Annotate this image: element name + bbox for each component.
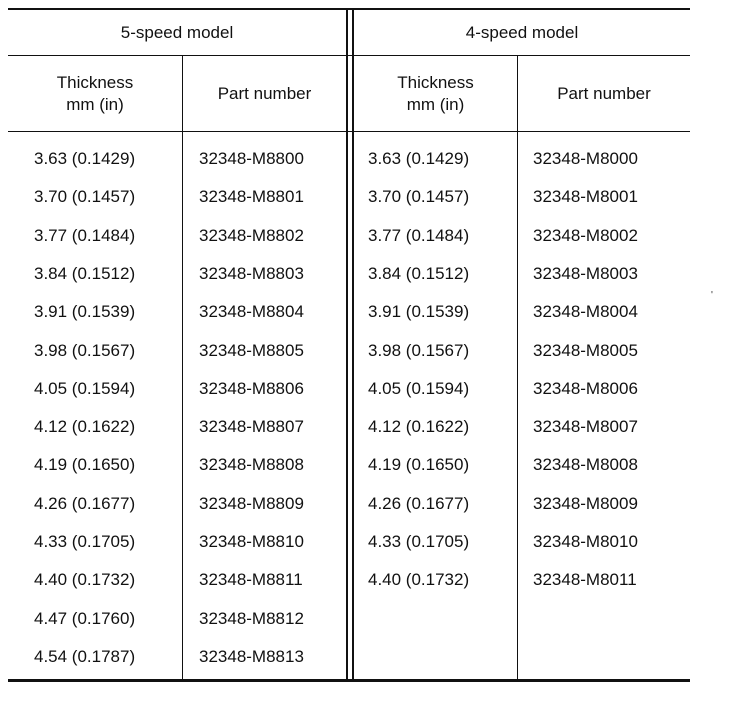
bottom-rule bbox=[8, 679, 690, 682]
thickness-4speed: 3.84 (0.1512) bbox=[368, 263, 470, 283]
thickness-4speed: 3.91 (0.1539) bbox=[368, 302, 470, 322]
thickness-4speed: 4.12 (0.1622) bbox=[368, 417, 470, 437]
header-part-number-5: Part number bbox=[217, 83, 312, 103]
part-number-4speed: 32348-M8004 bbox=[533, 302, 638, 322]
thickness-5speed: 4.40 (0.1732) bbox=[34, 570, 136, 590]
thickness-4speed: 4.05 (0.1594) bbox=[368, 378, 470, 398]
thickness-5speed: 3.70 (0.1457) bbox=[34, 187, 136, 207]
table-row bbox=[8, 255, 690, 293]
thickness-5speed: 3.63 (0.1429) bbox=[34, 149, 136, 168]
part-number-5speed: 32348-M8807 bbox=[199, 417, 304, 437]
part-number-5speed: 32348-M8804 bbox=[199, 302, 304, 322]
part-number-4speed: 32348-M8006 bbox=[533, 378, 638, 398]
thickness-5speed: 3.84 (0.1512) bbox=[34, 263, 136, 283]
part-number-5speed: 32348-M8810 bbox=[199, 532, 304, 551]
thickness-label: Thickness bbox=[56, 72, 134, 92]
table-row bbox=[8, 485, 690, 523]
thickness-unit: mm (in) bbox=[406, 94, 465, 114]
thickness-5speed: 4.54 (0.1787) bbox=[34, 646, 136, 666]
part-number-5speed: 32348-M8811 bbox=[199, 570, 303, 590]
header-thickness-4 bbox=[354, 56, 517, 131]
header-part-number-4: Part number bbox=[557, 83, 651, 103]
table-row bbox=[8, 293, 690, 331]
stray-mark: ' bbox=[711, 290, 713, 301]
thickness-5speed: 4.26 (0.1677) bbox=[34, 493, 136, 513]
thickness-4speed: 4.19 (0.1650) bbox=[368, 455, 470, 475]
part-number-5speed: 32348-M8801 bbox=[199, 187, 304, 207]
thickness-unit: mm (in) bbox=[66, 94, 124, 114]
table-row bbox=[8, 600, 690, 638]
part-number-4speed: 32348-M8010 bbox=[533, 532, 638, 551]
part-number-5speed: 32348-M8800 bbox=[199, 149, 304, 168]
thickness-label: Thickness bbox=[397, 72, 474, 92]
thickness-5speed: 4.05 (0.1594) bbox=[34, 378, 136, 398]
part-number-4speed: 32348-M8011 bbox=[533, 570, 637, 590]
subheader-divider bbox=[8, 131, 690, 132]
thickness-5speed: 4.47 (0.1760) bbox=[34, 608, 136, 628]
thickness-5speed: 4.12 (0.1622) bbox=[34, 417, 136, 437]
table-row bbox=[8, 332, 690, 370]
header-5-speed-model: 5-speed model bbox=[120, 22, 234, 42]
header-4-speed-model: 4-speed model bbox=[465, 22, 579, 42]
thickness-4speed: 3.77 (0.1484) bbox=[368, 225, 470, 245]
part-number-5speed: 32348-M8803 bbox=[199, 263, 304, 283]
part-number-5speed: 32348-M8813 bbox=[199, 646, 304, 666]
part-number-4speed: 32348-M8003 bbox=[533, 263, 638, 283]
part-number-5speed: 32348-M8806 bbox=[199, 378, 304, 398]
part-number-5speed: 32348-M8809 bbox=[199, 493, 304, 513]
part-number-4speed: 32348-M8005 bbox=[533, 340, 638, 360]
thickness-5speed: 3.77 (0.1484) bbox=[34, 225, 136, 245]
table-row bbox=[8, 523, 690, 561]
table-row bbox=[8, 140, 690, 178]
table-row bbox=[8, 178, 690, 216]
shim-table bbox=[8, 8, 690, 682]
table-row bbox=[8, 408, 690, 446]
table-row bbox=[8, 217, 690, 255]
table-row bbox=[8, 446, 690, 484]
thickness-5speed: 3.98 (0.1567) bbox=[34, 340, 136, 360]
thickness-4speed: 3.70 (0.1457) bbox=[368, 187, 470, 207]
part-number-5speed: 32348-M8808 bbox=[199, 455, 304, 475]
table-row bbox=[8, 638, 690, 676]
part-number-5speed: 32348-M8802 bbox=[199, 225, 304, 245]
part-number-5speed: 32348-M8812 bbox=[199, 608, 304, 628]
thickness-4speed: 3.63 (0.1429) bbox=[368, 149, 470, 168]
part-number-4speed: 32348-M8001 bbox=[533, 187, 638, 207]
thickness-4speed: 4.33 (0.1705) bbox=[368, 532, 470, 551]
thickness-5speed: 3.91 (0.1539) bbox=[34, 302, 136, 322]
thickness-4speed: 4.26 (0.1677) bbox=[368, 493, 470, 513]
thickness-4speed: 3.98 (0.1567) bbox=[368, 340, 470, 360]
part-number-4speed: 32348-M8000 bbox=[533, 149, 638, 168]
header-thickness-5 bbox=[8, 56, 182, 131]
thickness-5speed: 4.19 (0.1650) bbox=[34, 455, 136, 475]
part-number-4speed: 32348-M8007 bbox=[533, 417, 638, 437]
thickness-4speed: 4.40 (0.1732) bbox=[368, 570, 470, 590]
table-row bbox=[8, 370, 690, 408]
part-number-4speed: 32348-M8009 bbox=[533, 493, 638, 513]
table-row bbox=[8, 561, 690, 599]
part-number-5speed: 32348-M8805 bbox=[199, 340, 304, 360]
thickness-5speed: 4.33 (0.1705) bbox=[34, 532, 136, 551]
part-number-4speed: 32348-M8008 bbox=[533, 455, 638, 475]
part-number-4speed: 32348-M8002 bbox=[533, 225, 638, 245]
